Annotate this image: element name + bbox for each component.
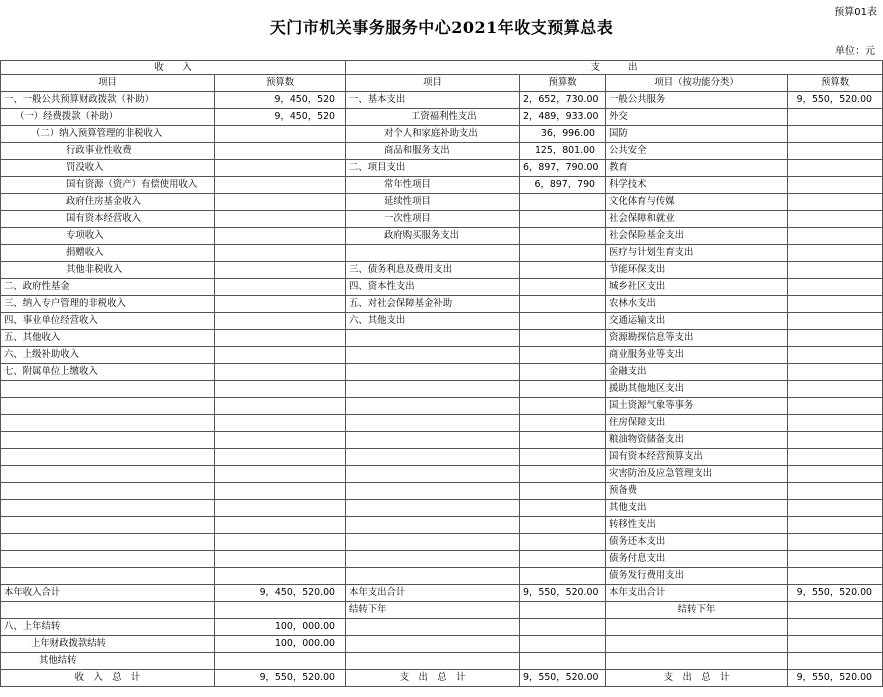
income-budget-cell [215, 517, 346, 534]
income-item-cell: 二、政府性基金 [1, 279, 215, 296]
income-budget-cell [215, 364, 346, 381]
func-budget-cell [788, 313, 883, 330]
income-item-cell: 其他非税收入 [1, 262, 215, 279]
expense-budget-cell: 2，489，933.00 [520, 109, 606, 126]
func-budget-cell [788, 483, 883, 500]
income-item-cell: 行政事业性收费 [1, 143, 215, 160]
income-budget-cell [215, 551, 346, 568]
expense-item-cell: 对个人和家庭补助支出 [346, 126, 520, 143]
expense-item-cell [346, 500, 520, 517]
func-item-cell: 灾害防治及应急管理支出 [606, 466, 788, 483]
expense-budget-cell [520, 415, 606, 432]
func-budget-cell [788, 517, 883, 534]
func-budget-cell [788, 551, 883, 568]
func-item-cell: 其他支出 [606, 500, 788, 517]
expense-budget-cell [520, 517, 606, 534]
func-budget-cell [788, 177, 883, 194]
expense-item-cell [346, 466, 520, 483]
income-budget-cell [215, 245, 346, 262]
func-item-cell: 文化体育与传媒 [606, 194, 788, 211]
func-budget-cell [788, 194, 883, 211]
func-budget-cell: 9，550，520.00 [788, 92, 883, 109]
func-year-total-label: 本年支出合计 [606, 585, 788, 602]
func-item-cell: 预备费 [606, 483, 788, 500]
income-item-cell: 六、上级补助收入 [1, 347, 215, 364]
income-grand-total-value: 9，550，520.00 [215, 670, 346, 687]
func-item-cell: 社会保障和就业 [606, 211, 788, 228]
expense-item-cell: 延续性项目 [346, 194, 520, 211]
expense-budget-cell [520, 364, 606, 381]
income-item-cell: 专项收入 [1, 228, 215, 245]
func-budget-cell [788, 415, 883, 432]
table-row [1, 296, 883, 313]
income-budget-header: 预算数 [215, 75, 346, 92]
table-row [1, 211, 883, 228]
income-budget-cell [215, 449, 346, 466]
func-budget-header: 预算数 [788, 75, 883, 92]
income-item-cell [1, 534, 215, 551]
income-section-header: 收 入 [1, 61, 346, 75]
expense-budget-cell [520, 262, 606, 279]
income-budget-cell [215, 398, 346, 415]
func-budget-cell [788, 466, 883, 483]
income-budget-cell [215, 143, 346, 160]
expense-item-cell: 五、对社会保障基金补助 [346, 296, 520, 313]
income-item-cell [1, 500, 215, 517]
form-number: 预算01表 [834, 7, 877, 18]
income-year-total-label: 本年收入合计 [1, 585, 215, 602]
expense-item-cell: 政府购买服务支出 [346, 228, 520, 245]
func-item-cell: 科学技术 [606, 177, 788, 194]
func-budget-cell [788, 296, 883, 313]
prior-fiscal-row [1, 636, 883, 653]
income-item-cell [1, 466, 215, 483]
income-budget-cell [215, 313, 346, 330]
income-item-cell [1, 551, 215, 568]
expense-budget-cell [520, 296, 606, 313]
income-item-cell [1, 517, 215, 534]
table-row [1, 228, 883, 245]
func-item-cell: 粮油物资储备支出 [606, 432, 788, 449]
func-item-header: 项目（按功能分类） [606, 75, 788, 92]
table-row [1, 330, 883, 347]
budget-table [0, 60, 883, 687]
func-budget-cell [788, 262, 883, 279]
income-item-cell: 罚没收入 [1, 160, 215, 177]
expense-item-cell [346, 551, 520, 568]
expense-item-cell [346, 534, 520, 551]
expense-budget-cell: 2，652，730.00 [520, 92, 606, 109]
func-budget-cell [788, 211, 883, 228]
income-budget-cell [215, 194, 346, 211]
func-budget-cell [788, 160, 883, 177]
expense-budget-cell [520, 466, 606, 483]
expense-item-cell: 二、项目支出 [346, 160, 520, 177]
func-budget-cell [788, 534, 883, 551]
table-row [1, 381, 883, 398]
income-budget-cell [215, 262, 346, 279]
table-row [1, 92, 883, 109]
expense-budget-cell [520, 381, 606, 398]
income-budget-cell [215, 415, 346, 432]
func-year-total-value: 9，550，520.00 [788, 585, 883, 602]
expense-budget-cell [520, 534, 606, 551]
expense-item-cell [346, 415, 520, 432]
expense-item-cell [346, 568, 520, 585]
expense-item-cell [346, 398, 520, 415]
expense-item-cell [346, 347, 520, 364]
income-budget-cell [215, 347, 346, 364]
expense-grand-total-label: 支 出 总 计 [346, 670, 520, 687]
expense-year-total-label: 本年支出合计 [346, 585, 520, 602]
other-carry-label: 其他结转 [1, 653, 215, 670]
income-item-cell: 三、纳入专户管理的非税收入 [1, 296, 215, 313]
income-item-cell: 四、事业单位经营收入 [1, 313, 215, 330]
expense-budget-cell [520, 432, 606, 449]
expense-item-cell [346, 381, 520, 398]
income-budget-cell [215, 126, 346, 143]
expense-item-cell: 四、资本性支出 [346, 279, 520, 296]
income-item-cell [1, 415, 215, 432]
expense-item-cell [346, 483, 520, 500]
expense-budget-cell [520, 500, 606, 517]
table-row [1, 313, 883, 330]
carry-over-row [1, 602, 883, 619]
unit-label: 单位：元 [835, 46, 875, 57]
income-item-cell [1, 483, 215, 500]
income-item-cell: 国有资源（资产）有偿使用收入 [1, 177, 215, 194]
func-item-cell: 社会保险基金支出 [606, 228, 788, 245]
expense-item-cell [346, 449, 520, 466]
income-year-total-value: 9，450，520.00 [215, 585, 346, 602]
income-budget-cell: 9，450，520 [215, 109, 346, 126]
expense-budget-cell: 125，801.00 [520, 143, 606, 160]
func-budget-cell [788, 398, 883, 415]
expense-budget-cell [520, 211, 606, 228]
func-grand-total-value: 9，550，520.00 [788, 670, 883, 687]
income-item-cell: 五、其他收入 [1, 330, 215, 347]
expense-budget-cell [520, 568, 606, 585]
income-budget-cell [215, 432, 346, 449]
income-budget-cell [215, 330, 346, 347]
func-item-cell: 国土资源气象等事务 [606, 398, 788, 415]
func-item-cell: 金融支出 [606, 364, 788, 381]
page-title: 天门市机关事务服务中心2021年收支预算总表 [269, 18, 614, 37]
func-item-cell: 债务还本支出 [606, 534, 788, 551]
func-budget-cell [788, 126, 883, 143]
income-item-cell: 七、附属单位上缴收入 [1, 364, 215, 381]
income-budget-cell [215, 466, 346, 483]
func-item-cell: 债务付息支出 [606, 551, 788, 568]
prior-carry-row [1, 619, 883, 636]
table-row [1, 262, 883, 279]
income-budget-cell [215, 381, 346, 398]
expense-budget-cell [520, 330, 606, 347]
table-row [1, 279, 883, 296]
income-budget-cell [215, 534, 346, 551]
table-row [1, 568, 883, 585]
income-item-cell [1, 568, 215, 585]
income-grand-total-label: 收 入 总 计 [1, 670, 215, 687]
func-budget-cell [788, 245, 883, 262]
table-row [1, 517, 883, 534]
table-row [1, 483, 883, 500]
table-row [1, 126, 883, 143]
expense-item-cell: 六、其他支出 [346, 313, 520, 330]
expense-budget-cell [520, 551, 606, 568]
income-budget-cell: 9，450，520 [215, 92, 346, 109]
func-item-cell: 公共安全 [606, 143, 788, 160]
expense-budget-cell: 36，996.00 [520, 126, 606, 143]
expense-item-cell: 工资福利性支出 [346, 109, 520, 126]
func-budget-cell [788, 109, 883, 126]
grand-total-row [1, 670, 883, 687]
income-budget-cell [215, 228, 346, 245]
func-item-cell: 商业服务业等支出 [606, 347, 788, 364]
func-item-cell: 交通运输支出 [606, 313, 788, 330]
func-budget-cell [788, 568, 883, 585]
func-item-cell: 国有资本经营预算支出 [606, 449, 788, 466]
func-item-cell: 一般公共服务 [606, 92, 788, 109]
func-item-cell: 债务发行费用支出 [606, 568, 788, 585]
expense-grand-total-value: 9，550，520.00 [520, 670, 606, 687]
year-total-row [1, 585, 883, 602]
func-budget-cell [788, 364, 883, 381]
expense-item-cell: 一次性项目 [346, 211, 520, 228]
func-item-cell: 医疗与计划生育支出 [606, 245, 788, 262]
income-item-cell: 捐赠收入 [1, 245, 215, 262]
func-item-cell: 住房保障支出 [606, 415, 788, 432]
func-item-cell: 国防 [606, 126, 788, 143]
expense-item-cell: 三、债务利息及费用支出 [346, 262, 520, 279]
table-row [1, 534, 883, 551]
column-header-row [1, 75, 883, 92]
prior-carry-value: 100，000.00 [215, 619, 346, 636]
expense-budget-cell [520, 347, 606, 364]
table-row [1, 398, 883, 415]
income-budget-cell [215, 177, 346, 194]
func-item-cell: 外交 [606, 109, 788, 126]
func-budget-cell [788, 143, 883, 160]
func-item-cell: 城乡社区支出 [606, 279, 788, 296]
expense-budget-cell [520, 313, 606, 330]
expense-budget-cell: 6，897，790.00 [520, 160, 606, 177]
expense-item-cell: 常年性项目 [346, 177, 520, 194]
func-budget-cell [788, 449, 883, 466]
func-item-cell: 节能环保支出 [606, 262, 788, 279]
table-row [1, 551, 883, 568]
expense-item-cell [346, 330, 520, 347]
table-row [1, 109, 883, 126]
expense-budget-header: 预算数 [520, 75, 606, 92]
income-item-header: 项目 [1, 75, 215, 92]
expense-budget-cell [520, 194, 606, 211]
table-row [1, 245, 883, 262]
func-item-cell: 教育 [606, 160, 788, 177]
func-item-cell: 转移性支出 [606, 517, 788, 534]
func-budget-cell [788, 330, 883, 347]
expense-item-cell: 商品和服务支出 [346, 143, 520, 160]
income-item-cell: 国有资本经营收入 [1, 211, 215, 228]
carry-over-label: 结转下年 [346, 602, 520, 619]
totals-section [1, 585, 883, 687]
func-budget-cell [788, 500, 883, 517]
income-budget-cell [215, 279, 346, 296]
func-budget-cell [788, 279, 883, 296]
prior-carry-label: 八、上年结转 [1, 619, 215, 636]
table-row [1, 177, 883, 194]
expense-item-cell [346, 245, 520, 262]
func-budget-cell [788, 228, 883, 245]
income-item-cell: （二）纳入预算管理的非税收入 [1, 126, 215, 143]
income-budget-cell [215, 500, 346, 517]
income-item-cell: 政府住房基金收入 [1, 194, 215, 211]
prior-fiscal-value: 100，000.00 [215, 636, 346, 653]
income-budget-cell [215, 483, 346, 500]
func-budget-cell [788, 381, 883, 398]
income-item-cell: （一）经费拨款（补助） [1, 109, 215, 126]
income-item-cell [1, 449, 215, 466]
expense-budget-cell [520, 228, 606, 245]
table-row [1, 194, 883, 211]
func-budget-cell [788, 432, 883, 449]
income-budget-cell [215, 160, 346, 177]
income-item-cell: 一、一般公共预算财政拨款（补助） [1, 92, 215, 109]
income-budget-cell [215, 568, 346, 585]
section-header-row [1, 61, 883, 75]
expense-year-total-value: 9，550，520.00 [520, 585, 606, 602]
expense-item-cell [346, 517, 520, 534]
expense-budget-cell [520, 449, 606, 466]
expense-budget-cell [520, 279, 606, 296]
income-item-cell [1, 398, 215, 415]
table-row [1, 415, 883, 432]
expense-budget-cell [520, 245, 606, 262]
expense-section-header: 支 出 [346, 61, 883, 75]
expense-budget-cell [520, 398, 606, 415]
table-row [1, 347, 883, 364]
prior-fiscal-label: 上年财政拨款结转 [1, 636, 215, 653]
income-budget-cell [215, 211, 346, 228]
expense-item-cell: 一、基本支出 [346, 92, 520, 109]
expense-item-cell [346, 432, 520, 449]
table-row [1, 160, 883, 177]
income-item-cell [1, 381, 215, 398]
expense-budget-cell: 6，897，790 [520, 177, 606, 194]
table-row [1, 500, 883, 517]
func-grand-total-label: 支 出 总 计 [606, 670, 788, 687]
expense-item-header: 项目 [346, 75, 520, 92]
income-item-cell [1, 432, 215, 449]
expense-item-cell [346, 364, 520, 381]
func-item-cell: 资源勘探信息等支出 [606, 330, 788, 347]
income-budget-cell [215, 296, 346, 313]
other-carry-row [1, 653, 883, 670]
table-row [1, 143, 883, 160]
func-item-cell: 农林水支出 [606, 296, 788, 313]
table-row [1, 432, 883, 449]
func-budget-cell [788, 347, 883, 364]
table-row [1, 449, 883, 466]
func-item-cell: 援助其他地区支出 [606, 381, 788, 398]
table-row [1, 466, 883, 483]
expense-budget-cell [520, 483, 606, 500]
carry-over-label-func: 结转下年 [606, 602, 788, 619]
table-row [1, 364, 883, 381]
